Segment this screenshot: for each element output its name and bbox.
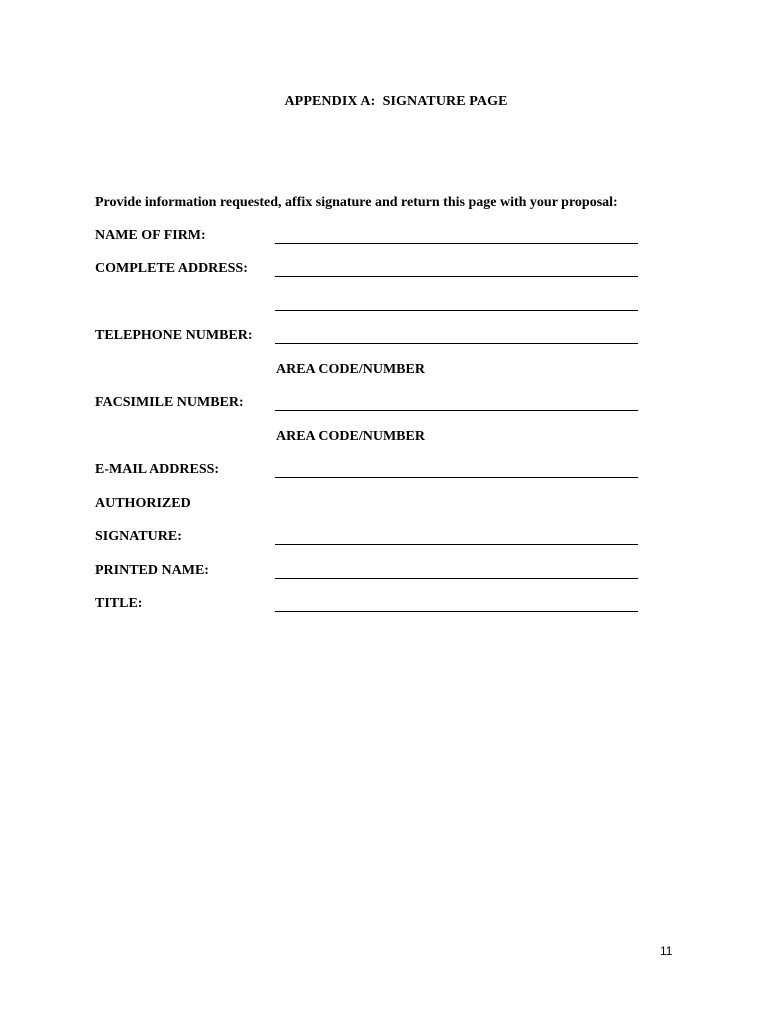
email-address-label: E-MAIL ADDRESS: (95, 462, 220, 477)
printed-name-label: PRINTED NAME: (95, 563, 209, 578)
printed-name-line[interactable] (275, 578, 638, 579)
title-label: TITLE: (95, 596, 143, 611)
signature-line[interactable] (275, 544, 638, 545)
page-number: 11 (660, 944, 673, 958)
email-address-line[interactable] (275, 477, 638, 478)
telephone-number-line[interactable] (275, 343, 638, 344)
complete-address-line-2[interactable] (275, 310, 638, 311)
name-of-firm-label: NAME OF FIRM: (95, 228, 206, 243)
authorized-label: AUTHORIZED (95, 496, 191, 511)
name-of-firm-line[interactable] (275, 243, 638, 244)
page-title: APPENDIX A: SIGNATURE PAGE (284, 94, 508, 109)
telephone-area-code-label: AREA CODE/NUMBER (276, 362, 425, 377)
signature-label: SIGNATURE: (95, 529, 182, 544)
title-line[interactable] (275, 611, 638, 612)
facsimile-number-line[interactable] (275, 410, 638, 411)
complete-address-line-1[interactable] (275, 276, 638, 277)
complete-address-label: COMPLETE ADDRESS: (95, 261, 248, 276)
telephone-number-label: TELEPHONE NUMBER: (95, 328, 253, 343)
instructions-text: Provide information requested, affix signature and return this page with your proposal: (95, 195, 618, 210)
facsimile-number-label: FACSIMILE NUMBER: (95, 395, 244, 410)
facsimile-area-code-label: AREA CODE/NUMBER (276, 429, 425, 444)
